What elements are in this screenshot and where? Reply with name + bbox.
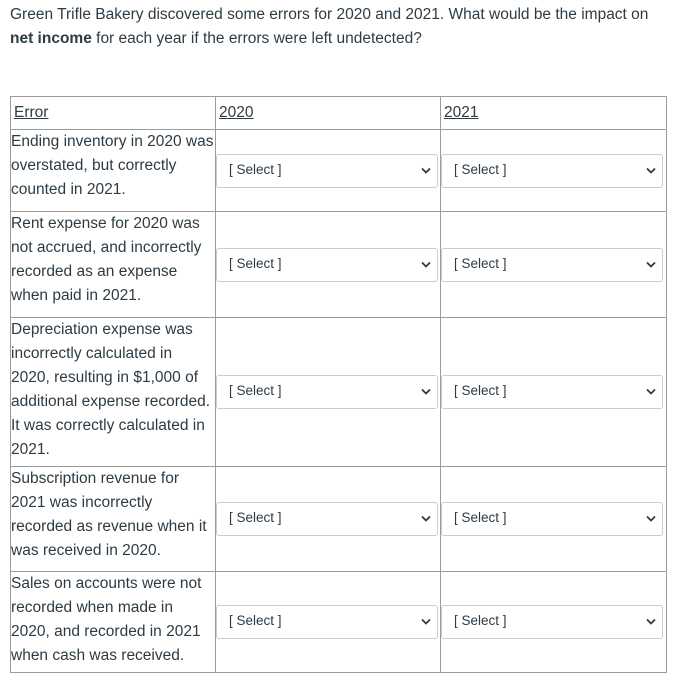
chevron-down-icon	[646, 261, 656, 269]
chevron-down-icon	[421, 515, 431, 523]
chevron-down-icon	[646, 515, 656, 523]
question-part-1: Green Trifle Bakery discovered some errors for 2020 and 2021. What would be the impact on	[10, 6, 649, 23]
error-description: Depreciation expense was incorrectly calculated in 2020, resulting in $1,000 of additional expense recorded. It was correctly calculated in 2021.	[11, 318, 216, 467]
select-2021[interactable]	[441, 375, 663, 409]
select-2020[interactable]	[216, 248, 438, 282]
select-2020[interactable]	[216, 154, 438, 188]
chevron-down-icon	[646, 618, 656, 626]
chevron-down-icon	[646, 167, 656, 175]
select-label: [ Select ]	[454, 510, 507, 525]
select-label: [ Select ]	[454, 255, 507, 271]
select-label: [ Select ]	[229, 161, 282, 177]
error-description: Rent expense for 2020 was not accrued, and incorrectly recorded as an expense when paid in 2021.	[11, 212, 216, 318]
header-2020: 2020	[216, 97, 441, 130]
select-2021[interactable]	[441, 605, 663, 639]
error-description: Sales on accounts were not recorded when made in 2020, and recorded in 2021 when cash was received.	[11, 572, 216, 673]
select-label: [ Select ]	[229, 613, 282, 628]
chevron-down-icon	[421, 167, 431, 175]
chevron-down-icon	[421, 261, 431, 269]
errors-table	[10, 96, 667, 673]
select-label: [ Select ]	[454, 383, 507, 398]
table-row	[11, 572, 667, 673]
table-header-row	[11, 97, 667, 130]
select-2020[interactable]	[216, 605, 438, 639]
error-description: Subscription revenue for 2021 was incorrectly recorded as revenue when it was received in 2020.	[11, 467, 216, 572]
select-2021[interactable]	[441, 248, 663, 282]
question-text	[10, 3, 665, 51]
select-2020[interactable]	[216, 375, 438, 409]
header-error: Error	[11, 97, 216, 130]
header-2021: 2021	[441, 97, 667, 130]
select-label: [ Select ]	[229, 383, 282, 398]
select-label: [ Select ]	[229, 510, 282, 525]
chevron-down-icon	[421, 618, 431, 626]
table-row	[11, 130, 667, 212]
chevron-down-icon	[421, 388, 431, 396]
select-2021[interactable]	[441, 154, 663, 188]
select-label: [ Select ]	[229, 255, 282, 271]
question-part-2: for each year if the errors were left undetected?	[91, 30, 422, 47]
table-row	[11, 318, 667, 467]
error-description: Ending inventory in 2020 was overstated, but correctly counted in 2021.	[11, 130, 216, 212]
select-2021[interactable]	[441, 502, 663, 536]
select-label: [ Select ]	[454, 613, 507, 628]
table-row	[11, 212, 667, 318]
select-label: [ Select ]	[454, 161, 507, 177]
select-2020[interactable]	[216, 502, 438, 536]
table-row	[11, 467, 667, 572]
chevron-down-icon	[646, 388, 656, 396]
question-emphasis: net income	[10, 30, 92, 47]
